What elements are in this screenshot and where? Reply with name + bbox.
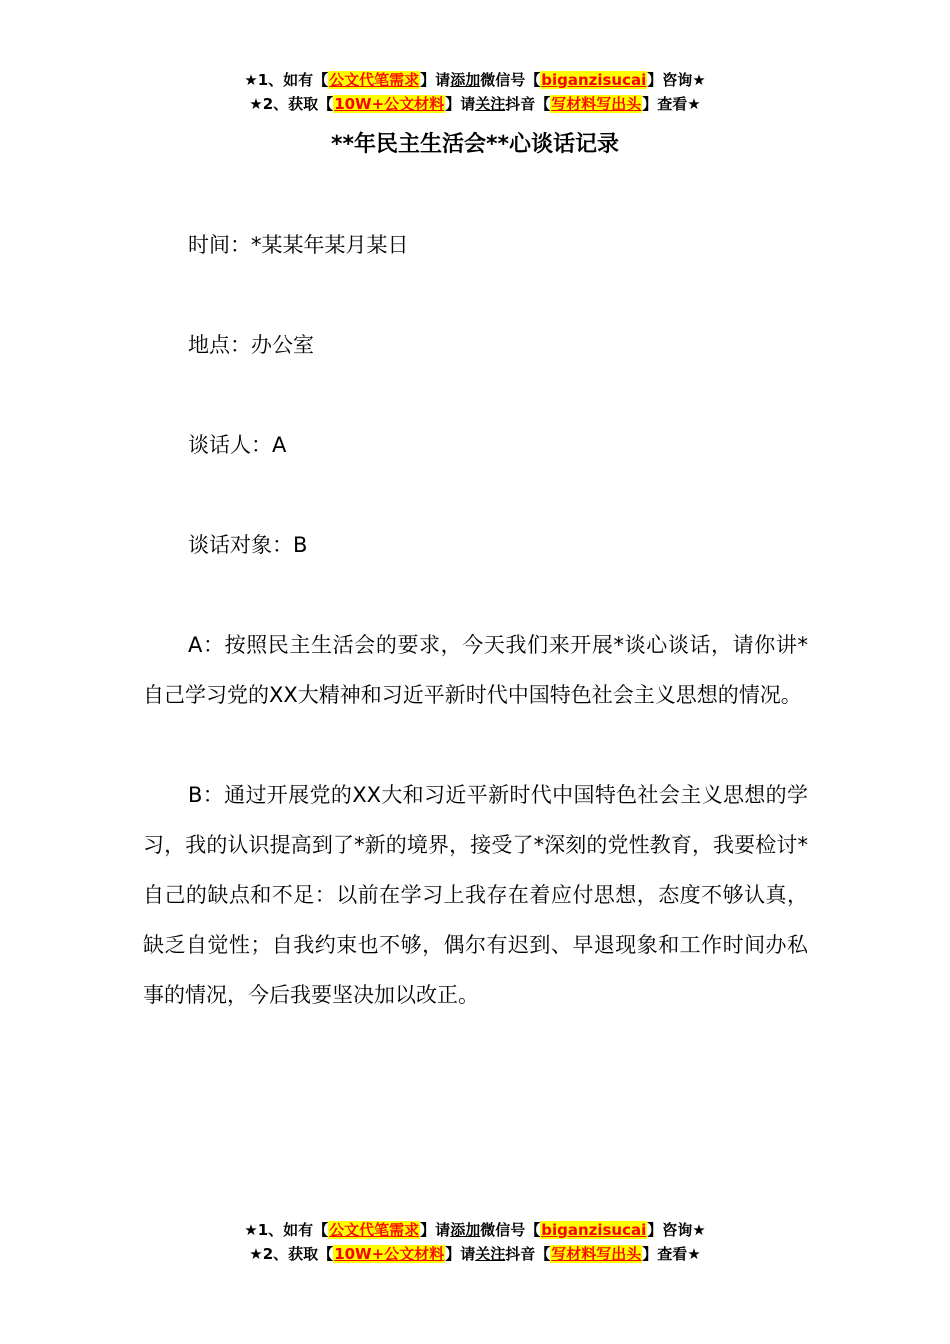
header-banner — [0, 68, 950, 116]
spacer — [143, 370, 808, 420]
highlight-materials: 10W+公文材料 — [334, 1245, 445, 1263]
banner-text: 】查看★ — [642, 1245, 701, 1263]
spacer — [143, 720, 808, 770]
banner-text: 微信号【 — [480, 1221, 541, 1239]
field-speaker: 谈话人：A — [188, 433, 287, 457]
highlight-service: 公文代笔需求 — [329, 71, 420, 89]
field-target: 谈话对象：B — [188, 533, 308, 557]
banner-text: ★2、获取【 — [249, 95, 334, 113]
banner-text: 】请 — [420, 71, 451, 89]
banner-line-1 — [0, 1218, 950, 1242]
banner-line-2 — [0, 1242, 950, 1266]
underlined-text: 添加 — [450, 1221, 481, 1239]
highlight-service: 公文代笔需求 — [329, 1221, 420, 1239]
banner-line-1 — [0, 68, 950, 92]
banner-text: 】查看★ — [642, 95, 701, 113]
banner-text: ★1、如有【 — [244, 71, 329, 89]
banner-text: 】咨询★ — [647, 1221, 706, 1239]
field-place: 地点：办公室 — [188, 333, 314, 357]
banner-text: 】请 — [445, 1245, 476, 1263]
spacer — [143, 270, 808, 320]
paragraph-a: A：按照民主生活会的要求，今天我们来开展*谈心谈话，请你讲*自己学习党的XX大精神和习近平新时代中国特色社会主义思想的情况。 — [143, 633, 808, 707]
underlined-text: 关注 — [475, 95, 506, 113]
document-title: **年民主生活会**心谈话记录 — [330, 132, 620, 157]
spacer — [143, 570, 808, 620]
highlight-douyin: 写材料写出头 — [551, 95, 642, 113]
underlined-text: 添加 — [450, 71, 481, 89]
banner-text: 】请 — [445, 95, 476, 113]
banner-text: ★1、如有【 — [244, 1221, 329, 1239]
banner-text: 】请 — [420, 1221, 451, 1239]
document-body — [143, 220, 808, 1020]
highlight-douyin: 写材料写出头 — [551, 1245, 642, 1263]
banner-line-2 — [0, 92, 950, 116]
underlined-text: 关注 — [475, 1245, 506, 1263]
banner-text: 微信号【 — [480, 71, 541, 89]
banner-text: 】咨询★ — [647, 71, 706, 89]
banner-text: 抖音【 — [505, 1245, 551, 1263]
spacer — [143, 470, 808, 520]
footer-banner — [0, 1218, 950, 1266]
banner-text: 抖音【 — [505, 95, 551, 113]
field-time: 时间：*某某年某月某日 — [188, 233, 409, 257]
highlight-materials: 10W+公文材料 — [334, 95, 445, 113]
banner-text: ★2、获取【 — [249, 1245, 334, 1263]
paragraph-b: B：通过开展党的XX大和习近平新时代中国特色社会主义思想的学习，我的认识提高到了*新的境界，接受了*深刻的党性教育，我要检讨*自己的缺点和不足：以前在学习上我存在着应付思想，态度不够认真，缺乏自觉性；自我约束也不够，偶尔有迟到、早退现象和工作时间办私事的情况，今后我要坚决加以改正。 — [143, 783, 808, 1007]
highlight-wechat-id: biganzisucai — [541, 71, 647, 89]
highlight-wechat-id: biganzisucai — [541, 1221, 647, 1239]
